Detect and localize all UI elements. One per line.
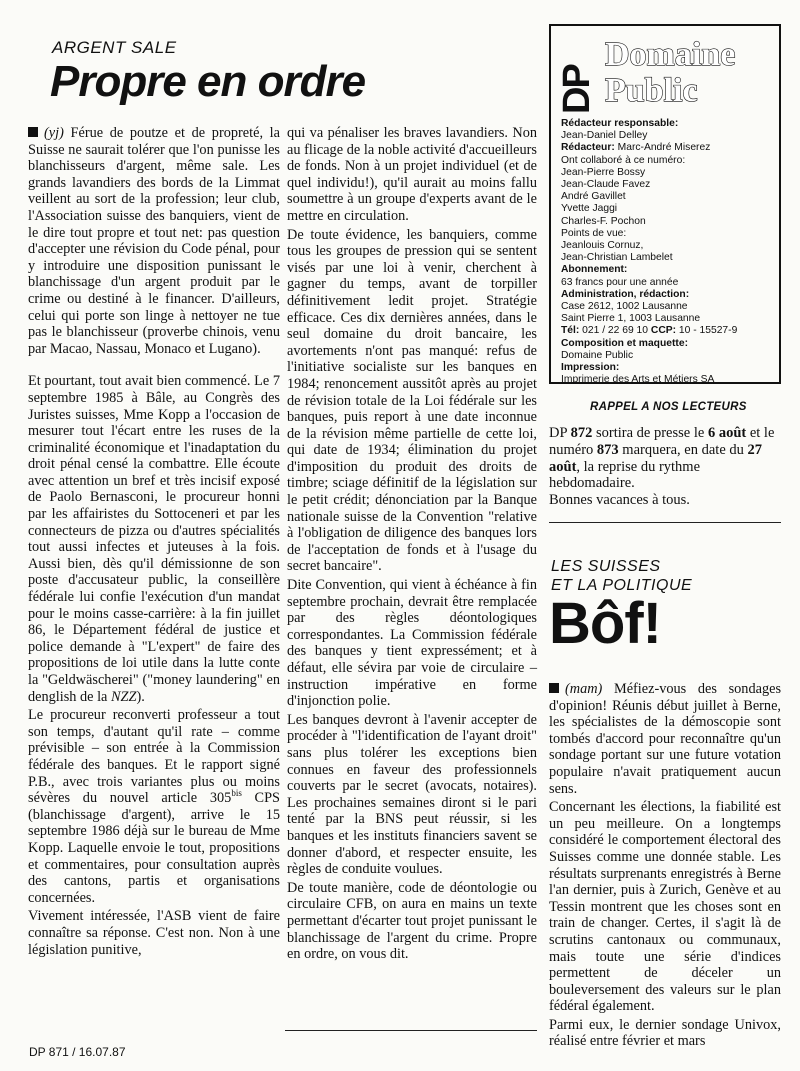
staff-line: André Gavillet <box>561 191 626 203</box>
paragraph: De toute évidence, les banquiers, comme tous les groupes de pression qui se sentent visés par une loi à venir, cherchent à gagner du temps, avant de torpiller définitivement ledit projet. Stratégie efficace. Ces dix dernières années, dans le seul domaine du droit bancaire, les avortements n'ont pas manqué: refus de l'initiative socialiste sur les banques en 1984; renoncement aussitôt après au projet de révision totale de la Loi fédérale sur les banques, puis report à une date inconnue de la révision même partielle de cette loi, qui date de 1934; élimination du projet d'imposition du produit des droits de timbre; sciage définitif de la législation sur le petit crédit; dénonciation par la Banque nationale suisse de la Convention "relative à l'obligation de diligence des banques lors de l'acceptation de fonds et à l'usage du secret bancaire". <box>287 226 537 575</box>
bottom-rule <box>285 1030 537 1031</box>
masthead-logo <box>556 32 771 116</box>
staff-line: Yvette Jaggi <box>561 203 618 215</box>
staff-line: Points de vue: <box>561 227 627 239</box>
rappel-rule <box>549 522 781 523</box>
staff-line: Jean-Daniel Delley <box>561 130 648 142</box>
staff-line: Saint Pierre 1, 1003 Lausanne <box>561 313 701 325</box>
paragraph: (yj) Férue de poutze et de propreté, la Suisse ne saurait tolérer que l'on punisse les blanchisseurs d'argent, même sale. Les grands lavandiers des bords de la Limmat veillent au sort de la profession; leur club, l'Association suisse des banquiers, vient de le dire tout propre et tout net: pas question d'accepter une révision du Code pénal, pour y introduire une disposition punissant le blanchissage d'un argent produit par le crime ou destiné à le financer. D'ailleurs, celui qui porte son linge à nettoyer ne tue pas le blanchisseur (proverbe chinois, venu par Macao, Nassau, Monaco et Lugano). <box>28 125 280 357</box>
paragraph: Dite Convention, qui vient à échéance à fin septembre prochain, devrait être remplacée par des règles déontologiques correspondantes. La Commission fédérale des banques y tient expressément; et à défaut, elle sévira par voie de circulaire – instruction impérative en forme d'injonction polie. <box>287 577 537 710</box>
staff-line: Abonnement: <box>561 264 628 276</box>
article-column-2 <box>287 125 537 1025</box>
second-headline: Bôf! <box>549 591 661 656</box>
staff-line: Tél: 021 / 22 69 10 CCP: 10 - 15527-9 <box>561 325 738 337</box>
second-kicker-line1: LES SUISSES <box>551 558 661 575</box>
staff-line: 63 francs pour une année <box>561 276 679 288</box>
staff-line: Jean-Claude Favez <box>561 179 651 191</box>
staff-line: Rédacteur responsable: <box>561 118 679 129</box>
masthead-title-line1: Domaine <box>605 36 736 73</box>
staff-line: Jean-Pierre Bossy <box>561 166 646 178</box>
bullet-square-icon <box>549 683 559 693</box>
byline: (yj) <box>44 125 64 141</box>
staff-line: Jeanlouis Cornuz, <box>561 240 644 252</box>
dp-logo: DP <box>556 65 598 114</box>
paragraph: Et pourtant, tout avait bien commencé. Le 7 septembre 1985 à Bâle, au Congrès des Juristes suisses, Mme Kopp a l'occasion de mesurer tout l'écart entre les ruses de la criminalité économique et l'inadaptation du droit pénal censé la combattre. Elle écoute avec attention un bref et très incisif exposé de Paolo Bernasconi, le procureur honni par les affairistes du Sottoceneri et par les connecteurs de pizza ou d'autres spécialités tout aussi infectes et juteuses à la fois. Aussi bien, dès qu'il démissionne de son poste d'accusateur public, la conseillère fédérale lui confie l'exécution d'un mandat pour le moins casse-carrière: à la fin juillet 86, le Département fédéral de justice et police demande à "L'expert" de faire des propositions de loi utile dans la lutte conte la "Geldwäscherei" ("money laundering" en denglish de la NZZ). <box>28 373 280 705</box>
staff-line: Case 2612, 1002 Lausanne <box>561 301 688 313</box>
staff-line: Impression: <box>561 362 620 374</box>
staff-line: Rédacteur: Marc-André Miserez <box>561 142 711 154</box>
staff-line: Ont collaboré à ce numéro: <box>561 154 686 166</box>
paragraph: De toute manière, code de déontologie ou circulaire CFB, on aura en mains un texte permettant d'écarter tout projet punissant le blanchissage de l'argent du crime. Propre en ordre, on vous dit. <box>287 879 537 963</box>
staff-list <box>561 118 773 386</box>
paragraph: Les banques devront à l'avenir accepter de procéder à "l'identification de l'ayant droit" sans plus tolérer les exceptions bien connues en faveur des professionnels couverts par le secret (avocats, notaires). Les prochaines semaines diront si le pari tenté par la BNS peut réussir, si les banques et les instituts financiers savent se donner d'abord, et respecter ensuite, les règles de conduite voulues. <box>287 711 537 878</box>
paragraph: Parmi eux, le dernier sondage Univox, réalisé entre février et mars <box>549 1016 781 1050</box>
paragraph: Concernant les élections, la fiabilité est un peu meilleure. On a longtemps considéré le comportement électoral des Suisses comme une donnée stable. Les résultats surprenants enregistrés à Berne l'an dernier, puis à Zurich, Genève et au Tessin montrent que les choses sont en train de changer. Certes, il s'agit là de scrutins cantonaux ou communaux, mais toute une série d'indices permettent de déceler un bouleversement des valeurs sur le plan fédéral également. <box>549 799 781 1015</box>
staff-line: Domaine Public <box>561 349 634 361</box>
staff-line: Imprimerie des Arts et Métiers SA <box>561 374 715 386</box>
staff-line: Composition et maquette: <box>561 337 688 349</box>
second-article-column <box>549 681 782 1050</box>
second-kicker-line2: ET LA POLITIQUE <box>551 577 693 594</box>
paragraph: (mam) Méfiez-vous des sondages d'opinion! Réunis début juillet à Berne, les spécialistes de la démoscopie sont tombés d'accord pour reconnaître qu'un sondage portant sur une future votation populaire n'avait pratiquement aucun sens. <box>549 681 782 797</box>
article-kicker: ARGENT SALE <box>52 38 177 57</box>
article-column-1 <box>28 125 280 1025</box>
footer-issue: DP 871 / 16.07.87 <box>29 1045 126 1059</box>
rappel-title: RAPPEL A NOS LECTEURS <box>590 401 747 413</box>
paragraph: qui va pénaliser les braves lavandiers. Non au flicage de la noble activité d'accueilleurs de fonds. Non à un projet individuel (et de quel individu!), qu'il aurait au moins fallu soumettre à un groupe d'experts avant de le mettre en circulation. <box>287 125 537 224</box>
paragraph: Le procureur reconverti professeur a tout son temps, d'autant qu'il rate – comme prévisible – son entrée à la Commission fédérale des banques. Et le rapport signé P.B., avec trois variantes plus ou moins sévères du nouvel article $305^{bis}$ CPS (blanchissage d'argent), arrive le 15 septembre 1986 déjà sur le bureau de Mme Kopp. Laquelle envoie le tout, propositions et commentaires, pour consultation auprès des cantons, partis et organisations concernées. <box>28 707 281 906</box>
article-headline: Propre en ordre <box>50 57 366 106</box>
masthead-title-line2: Public <box>605 72 698 109</box>
masthead-box <box>549 24 781 384</box>
staff-line: Jean-Christian Lambelet <box>561 252 673 264</box>
staff-line: Charles-F. Pochon <box>561 215 646 227</box>
rappel-text: DP 872 sortira de presse le 6 août et le numéro 873 marquera, en date du 27 août, la reprise du rythme hebdomadaire. Bonnes vacances à tous. <box>549 425 775 509</box>
bullet-square-icon <box>28 127 38 137</box>
staff-line: Administration, rédaction: <box>561 288 690 300</box>
paragraph: Vivement intéressée, l'ASB vient de faire connaître sa réponse. C'est non. Non à une législation punitive, <box>28 908 280 958</box>
